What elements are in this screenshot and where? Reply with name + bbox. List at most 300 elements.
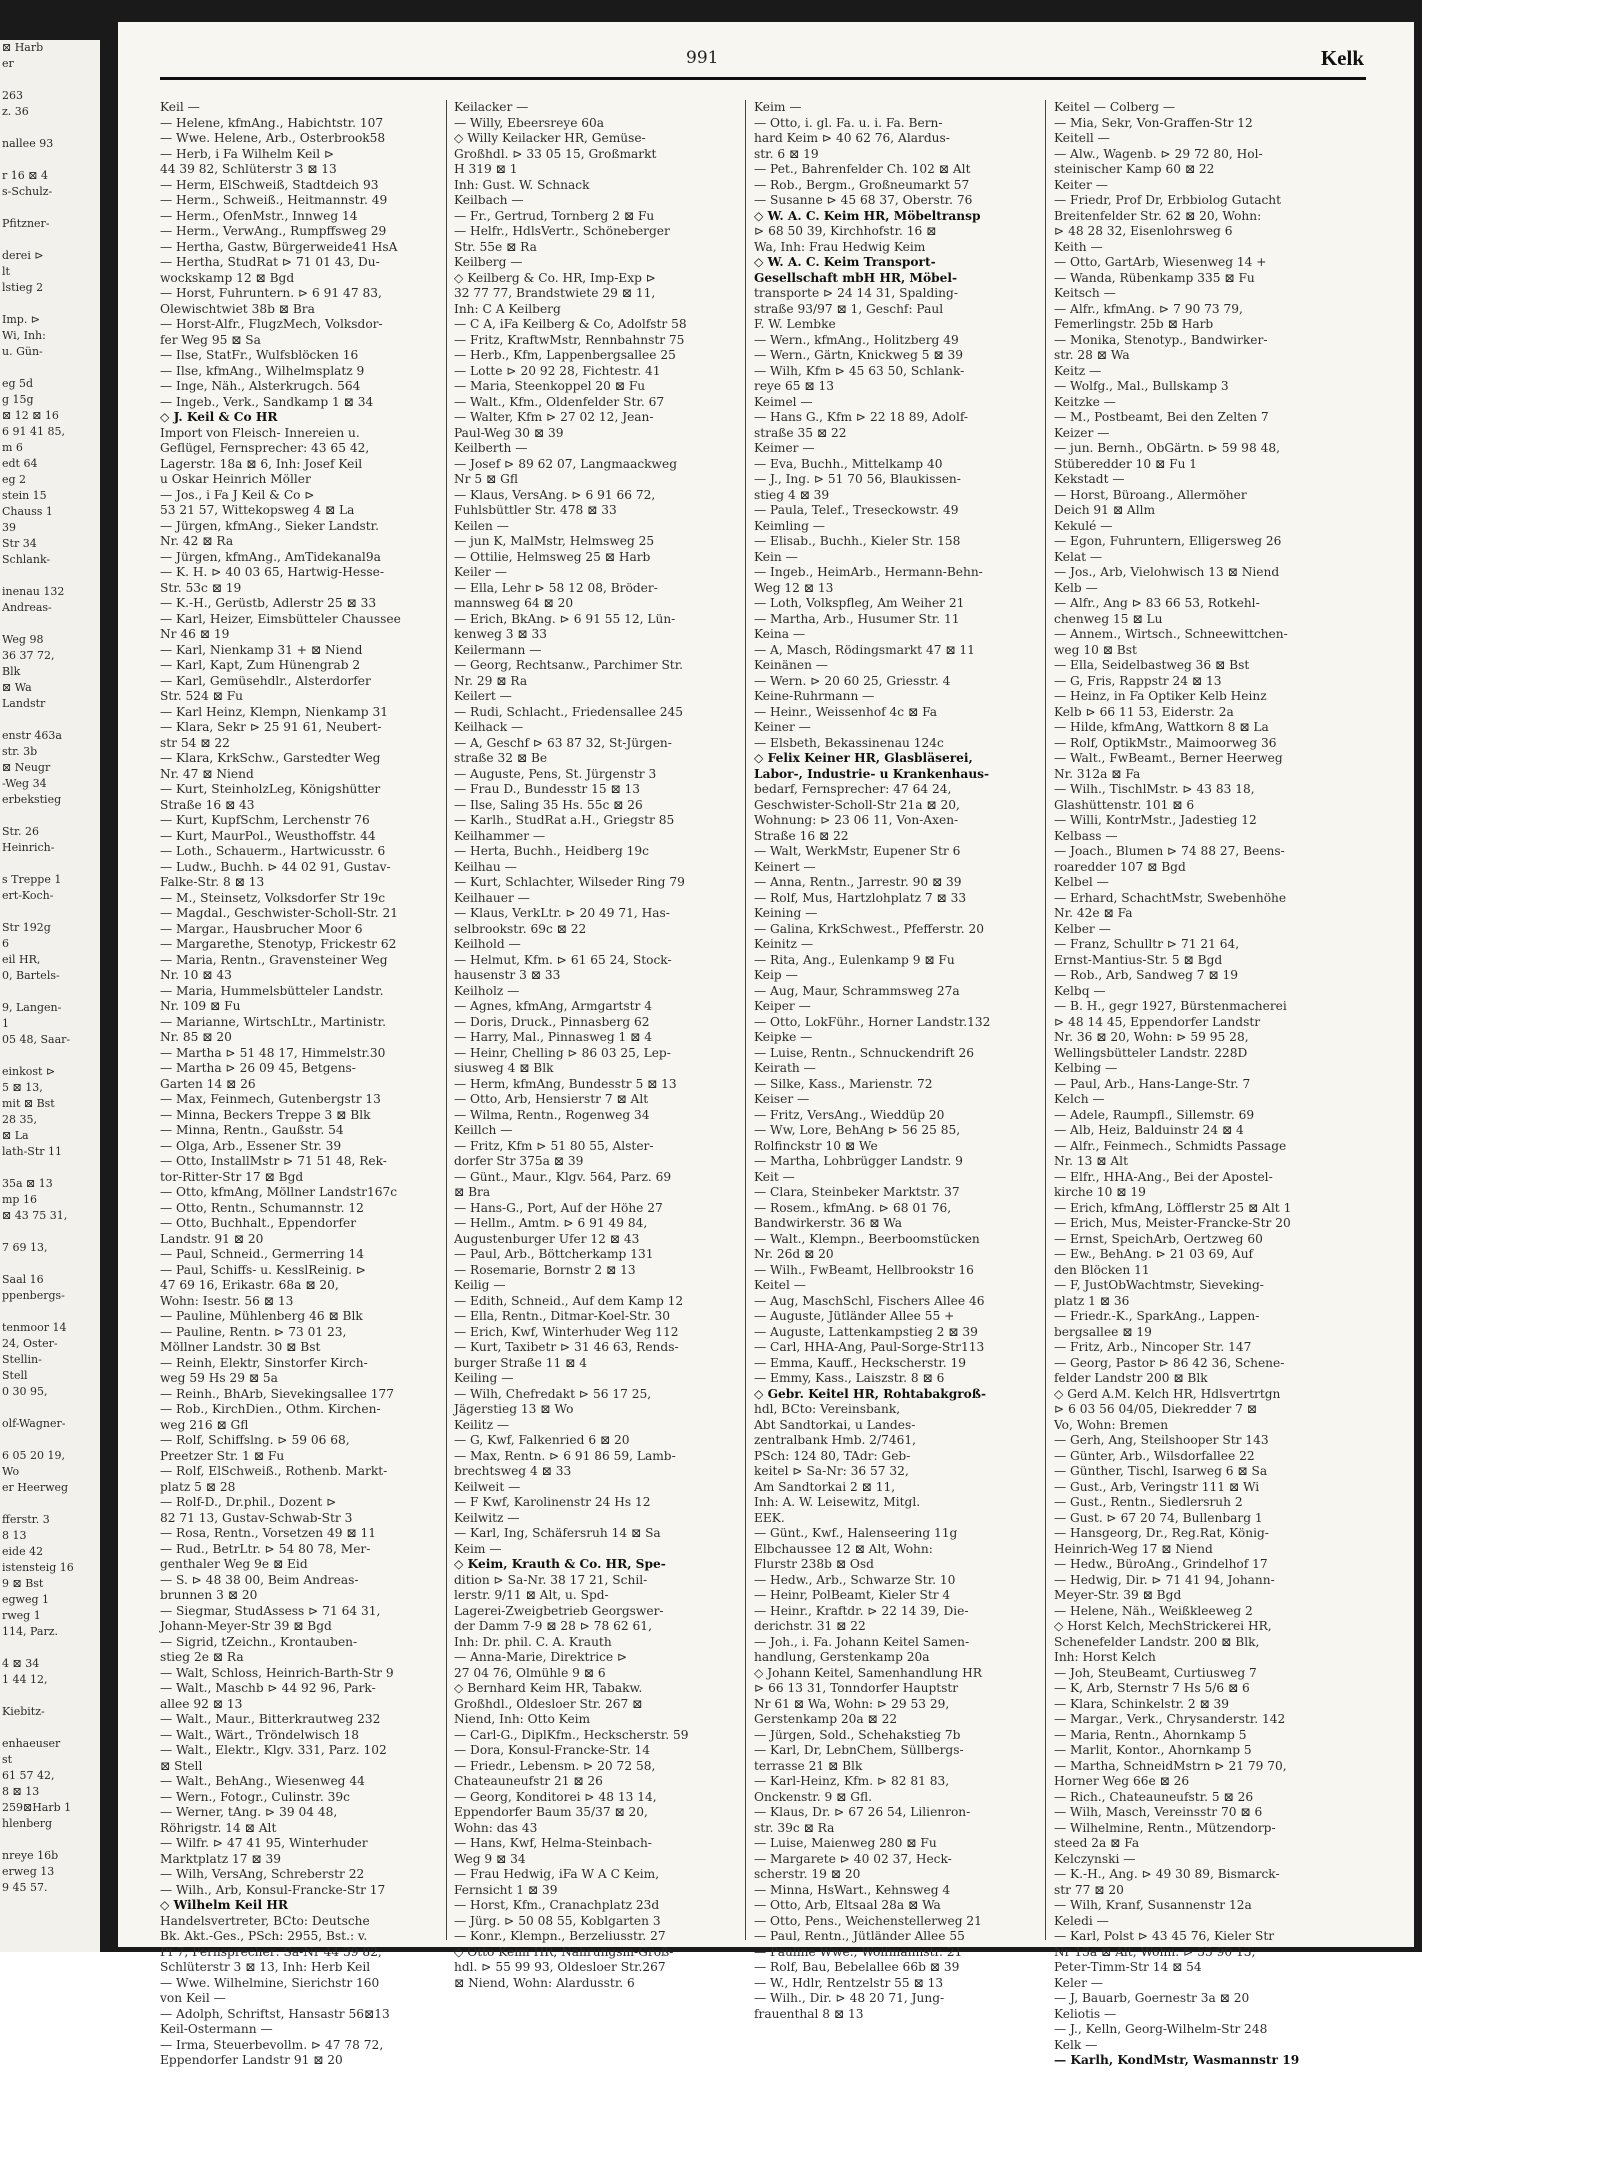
- directory-line: — Erich, Kwf, Winterhuder Weg 112: [454, 1324, 679, 1339]
- directory-line: — Karlh, KondMstr, Wasmannstr 19: [1054, 2053, 1300, 2067]
- directory-line: Stüberedder 10 ⊠ Fu 1: [1054, 456, 1198, 471]
- directory-line: Kelb —: [1054, 580, 1098, 595]
- directory-line: Deich 91 ⊠ Allm: [1054, 503, 1156, 517]
- directory-line: — Klara, Schinkelstr. 2 ⊠ 39: [1054, 1696, 1230, 1711]
- previous-page-fragment: nallee 93: [2, 137, 54, 150]
- directory-line: — J., Ing. ⊳ 51 70 56, Blaukissen-: [754, 472, 961, 486]
- directory-line: Meyer-Str. 39 ⊠ Bgd: [1054, 1588, 1182, 1602]
- directory-line: — Hans-G., Port, Auf der Höhe 27: [454, 1200, 663, 1215]
- directory-line: Kelch —: [1054, 1092, 1105, 1106]
- directory-line: Keinänen —: [754, 658, 828, 672]
- directory-line: Nr. 42e ⊠ Fa: [1054, 906, 1133, 920]
- directory-line: Keim —: [754, 100, 802, 114]
- directory-line: — Hertha, Gastw, Bürgerweide41 HsA: [160, 239, 398, 254]
- directory-line: — Wanda, Rübenkamp 335 ⊠ Fu: [1054, 270, 1255, 285]
- directory-line: scherstr. 19 ⊠ 20: [754, 1867, 861, 1881]
- directory-line: Garten 14 ⊠ 26: [160, 1076, 256, 1091]
- directory-line: — Gerh, Ang, Steilshooper Str 143: [1054, 1433, 1269, 1447]
- previous-page-fragment: Str 34: [2, 537, 37, 550]
- directory-line: — Auguste, Pens, St. Jürgenstr 3: [454, 766, 657, 781]
- directory-line: — Otto, Buchhalt., Eppendorfer: [160, 1216, 357, 1230]
- directory-line: u Oskar Heinrich Möller: [160, 472, 311, 486]
- directory-line: wockskamp 12 ⊠ Bgd: [160, 270, 295, 285]
- directory-line: — A, Geschf ⊳ 63 87 32, St-Jürgen-: [454, 735, 672, 750]
- directory-line: — Walt., Maschb ⊳ 44 92 96, Park-: [160, 1681, 376, 1695]
- directory-line: Kekstadt —: [1054, 472, 1125, 486]
- directory-line: — Rolf, OptikMstr., Maimoorweg 36: [1054, 735, 1277, 750]
- previous-page-fragment: [0, 296, 100, 312]
- directory-line: — Georg, Rechtsanw., Parchimer Str.: [454, 658, 684, 672]
- running-head: Kelk: [1320, 46, 1364, 70]
- previous-page-fragment: lath-Str 11: [2, 1145, 63, 1158]
- directory-line: — Otto, i. gl. Fa. u. i. Fa. Bern-: [754, 115, 943, 130]
- directory-line: — M., Steinsetz, Volksdorfer Str 19c: [160, 890, 386, 905]
- previous-page-fragment: Blk: [2, 665, 21, 678]
- directory-line: straße 35 ⊠ 22: [754, 425, 847, 440]
- directory-line: Bandwirkerstr. 36 ⊠ Wa: [754, 1216, 903, 1230]
- directory-line: — Ingeb., HeimArb., Hermann-Behn-: [754, 565, 983, 579]
- directory-line: — Herm., Schweiß., Heitmannstr. 49: [160, 193, 388, 207]
- previous-page-fragment: [0, 1432, 100, 1448]
- directory-line: — Rolf, Schiffslng. ⊳ 59 06 68,: [160, 1433, 350, 1447]
- directory-line: — Walt, Schloss, Heinrich-Barth-Str 9: [160, 1665, 394, 1680]
- previous-page-fragment: [0, 1720, 100, 1736]
- directory-line: Peter-Timm-Str 14 ⊠ 54: [1054, 1960, 1202, 1974]
- header-rule: [160, 77, 1366, 80]
- directory-line: — Clara, Steinbeker Marktstr. 37: [754, 1185, 960, 1199]
- directory-line: — Ella, Rentn., Ditmar-Koel-Str. 30: [454, 1309, 671, 1323]
- column-divider: [745, 100, 746, 1940]
- previous-page-fragment: s Treppe 1: [2, 873, 62, 886]
- directory-line: — Frau D., Bundesstr 15 ⊠ 13: [454, 782, 641, 796]
- directory-line: Nr. 36 ⊠ 20, Wohn: ⊳ 59 95 28,: [1054, 1030, 1249, 1044]
- directory-line: weg 10 ⊠ Bst: [1054, 642, 1137, 657]
- directory-line: — Walt., Klempn., Beerboomstücken: [754, 1231, 980, 1246]
- directory-line: brunnen 3 ⊠ 20: [160, 1588, 258, 1602]
- directory-line: — K, Arb, Sternstr 7 Hs 5/6 ⊠ 6: [1054, 1681, 1250, 1695]
- previous-page-fragment: 28 35,: [2, 1113, 37, 1126]
- previous-page-fragment: [0, 1496, 100, 1512]
- previous-page-fragment: r 16 ⊠ 4: [2, 169, 48, 182]
- previous-page-fragment: s-Schulz-: [2, 185, 53, 198]
- directory-line: Elbchaussee 12 ⊠ Alt, Wohn:: [754, 1541, 933, 1556]
- directory-line: — Paul, Schneid., Germerring 14: [160, 1247, 365, 1261]
- directory-line: Keillch —: [454, 1123, 513, 1137]
- directory-line: Schlüterstr 3 ⊠ 13, Inh: Herb Keil: [160, 1960, 371, 1974]
- directory-line: — A, Masch, Rödingsmarkt 47 ⊠ 11: [754, 642, 975, 657]
- directory-line: — J, Bauarb, Goernestr 3a ⊠ 20: [1054, 1991, 1250, 2005]
- directory-line: mannsweg 64 ⊠ 20: [454, 596, 574, 610]
- directory-line: fer Weg 95 ⊠ Sa: [160, 332, 261, 347]
- directory-line: Abt Sandtorkai, u Landes-: [754, 1417, 916, 1432]
- directory-line: — Alw., Wagenb. ⊳ 29 72 80, Hol-: [1054, 146, 1263, 161]
- directory-line: — Rolf-D., Dr.phil., Dozent ⊳: [160, 1495, 337, 1509]
- directory-line: Inh: Dr. phil. C. A. Krauth: [454, 1634, 612, 1649]
- directory-line: Großhdl., Oldesloer Str. 267 ⊠: [454, 1696, 643, 1711]
- directory-line: — Kurt, SteinholzLeg, Königshütter: [160, 782, 381, 796]
- directory-line: — M., Postbeamt, Bei den Zelten 7: [1054, 410, 1269, 424]
- directory-line: — Edith, Schneid., Auf dem Kamp 12: [454, 1293, 684, 1308]
- directory-line: Keilholz —: [454, 983, 520, 998]
- directory-line: chenweg 15 ⊠ Lu: [1054, 611, 1163, 626]
- directory-line: transporte ⊳ 24 14 31, Spalding-: [754, 286, 958, 300]
- directory-line: Keirath —: [754, 1061, 816, 1075]
- directory-line: — Luise, Rentn., Schnuckendrift 26: [754, 1045, 975, 1060]
- directory-line: — K.-H., Ang. ⊳ 49 30 89, Bismarck-: [1054, 1867, 1280, 1881]
- column-4: [1054, 100, 1331, 2067]
- directory-line: 47 69 16, Erikastr. 68a ⊠ 20,: [160, 1278, 339, 1292]
- column-divider: [446, 100, 447, 1940]
- previous-page-fragment: Landstr: [2, 697, 46, 710]
- directory-line: — Fritz, Arb., Nincoper Str. 147: [1054, 1340, 1252, 1354]
- directory-line: Gerstenkamp 20a ⊠ 22: [754, 1712, 898, 1726]
- directory-line: — Herm., OfenMstr., Innweg 14: [160, 208, 358, 223]
- previous-page-fragment: fferstr. 3: [2, 1513, 50, 1526]
- previous-page-fragment: Heinrich-: [2, 841, 55, 854]
- directory-line: — Otto, Arb, Hensierstr 7 ⊠ Alt: [454, 1092, 649, 1106]
- directory-line: — Kurt, KupfSchm, Lerchenstr 76: [160, 813, 370, 827]
- directory-line: Möllner Landstr. 30 ⊠ Bst: [160, 1340, 321, 1354]
- directory-line: — Olga, Arb., Essener Str. 39: [160, 1138, 342, 1153]
- directory-line: Nr. 26d ⊠ 20: [754, 1247, 834, 1261]
- directory-line: Keilhack —: [454, 720, 524, 734]
- previous-page-fragment: erbekstieg: [2, 793, 62, 806]
- directory-line: Keimling —: [754, 518, 825, 533]
- directory-line: ◇ J. Keil & Co HR: [160, 410, 278, 424]
- directory-line: — Gust. ⊳ 67 20 74, Bullenbarg 1: [1054, 1510, 1263, 1525]
- previous-page-fragment: 7 69 13,: [2, 1241, 48, 1254]
- directory-line: Keilermann —: [454, 642, 542, 657]
- directory-line: — Auguste, Jütländer Allee 55 +: [754, 1309, 955, 1323]
- column-2: [454, 100, 731, 1990]
- directory-line: — Ella, Seidelbastweg 36 ⊠ Bst: [1054, 658, 1250, 672]
- directory-line: Keilhauer —: [454, 890, 530, 905]
- previous-page-fragment: hlenberg: [2, 1817, 53, 1830]
- directory-line: — Ilse, kfmAng., Wilhelmsplatz 9: [160, 363, 365, 378]
- directory-line: Landstr. 91 ⊠ 20: [160, 1231, 264, 1246]
- directory-line: — Herm, kfmAng, Bundesstr 5 ⊠ 13: [454, 1076, 677, 1091]
- directory-line: — Klara, Sekr ⊳ 25 91 61, Neubert-: [160, 720, 382, 734]
- previous-page-fragment: er: [2, 57, 14, 70]
- previous-page-fragment: m 6: [2, 441, 23, 454]
- directory-line: Niend, Inh: Otto Keim: [454, 1712, 591, 1726]
- directory-line: Keitel —: [754, 1278, 806, 1292]
- previous-page-fragment: -Weg 34: [2, 777, 47, 790]
- directory-line: Nr. 29 ⊠ Ra: [454, 673, 528, 688]
- directory-line: — Josef ⊳ 89 62 07, Langmaackweg: [454, 456, 677, 471]
- previous-page-fragment: 05 48, Saar-: [2, 1033, 71, 1046]
- directory-line: — Walt., Kfm., Oldenfelder Str. 67: [454, 394, 665, 409]
- directory-line: stieg 2e ⊠ Ra: [160, 1650, 244, 1664]
- directory-line: Nr. 109 ⊠ Fu: [160, 999, 241, 1013]
- directory-line: — Gust., Arb, Veringstr 111 ⊠ Wi: [1054, 1479, 1260, 1494]
- directory-line: — Rosa, Rentn., Vorsetzen 49 ⊠ 11: [160, 1526, 376, 1540]
- directory-line: — Rosem., kfmAng. ⊳ 68 01 76,: [754, 1200, 952, 1215]
- directory-line: — Fritz, KraftwMstr, Rennbahnstr 75: [454, 332, 685, 347]
- directory-line: — Karl, Dr, LebnChem, Süllbergs-: [754, 1743, 964, 1757]
- directory-line: Vo, Wohn: Bremen: [1054, 1417, 1169, 1432]
- previous-page-fragment: eil HR,: [2, 953, 41, 966]
- directory-line: — F Kwf, Karolinenstr 24 Hs 12: [454, 1495, 651, 1509]
- directory-line: — Maria, Hummelsbütteler Landstr.: [160, 983, 384, 998]
- directory-line: — Sigrid, tZeichn., Krontauben-: [160, 1634, 358, 1649]
- directory-line: — Martha, Lohbrügger Landstr. 9: [754, 1154, 963, 1168]
- directory-line: Nr 5 ⊠ Gfl: [454, 472, 518, 486]
- directory-line: Kelbq —: [1054, 983, 1106, 998]
- directory-line: — Pauline, Rentn. ⊳ 73 01 23,: [160, 1324, 347, 1339]
- directory-line: Nr 61 ⊠ Wa, Wohn: ⊳ 29 53 29,: [754, 1696, 950, 1711]
- directory-line: — Wilh, VersAng, Schreberstr 22: [160, 1867, 365, 1881]
- directory-line: — Eva, Buchh., Mittelkamp 40: [754, 456, 943, 471]
- directory-line: Horner Weg 66e ⊠ 26: [1054, 1774, 1190, 1788]
- directory-line: — Klaus, Dr. ⊳ 67 26 54, Lilienron-: [754, 1805, 971, 1819]
- directory-line: — Rolf, ElSchweiß., Rothenb. Markt-: [160, 1464, 388, 1478]
- directory-line: — Marlit, Kontor., Ahornkamp 5: [1054, 1743, 1252, 1757]
- directory-line: — G, Kwf, Falkenried 6 ⊠ 20: [454, 1433, 630, 1447]
- directory-line: — Wilh., Dir. ⊳ 48 20 71, Jung-: [754, 1991, 945, 2005]
- directory-line: — Fritz, Kfm ⊳ 51 80 55, Alster-: [454, 1138, 654, 1153]
- directory-line: — Walter, Kfm ⊳ 27 02 12, Jean-: [454, 410, 654, 424]
- directory-line: — Helfr., HdlsVertr., Schöneberger: [454, 224, 670, 238]
- directory-line: — Herta, Buchh., Heidberg 19c: [454, 844, 649, 858]
- previous-page-fragment: 263: [2, 89, 23, 102]
- directory-line: platz 5 ⊠ 28: [160, 1479, 236, 1494]
- previous-page-fragment: [0, 712, 100, 728]
- directory-line: — Martha, SchneidMstrn ⊳ 21 79 70,: [1054, 1758, 1287, 1773]
- directory-line: — Minna, Beckers Treppe 3 ⊠ Blk: [160, 1107, 371, 1122]
- directory-line: — Walt., Elektr., Klgv. 331, Parz. 102: [160, 1743, 387, 1757]
- directory-line: — Emma, Kauff., Heckscherstr. 19: [754, 1355, 967, 1370]
- directory-line: Str. 524 ⊠ Fu: [160, 689, 244, 703]
- directory-line: — Ingeb., Verk., Sandkamp 1 ⊠ 34: [160, 394, 374, 409]
- directory-line: ◇ Felix Keiner HR, Glasbläserei,: [754, 751, 973, 765]
- directory-line: PSch: 124 80, TAdr: Geb-: [754, 1448, 911, 1463]
- directory-line: von Keil —: [160, 1991, 226, 2005]
- previous-page-fragment: 9 45 57.: [2, 1881, 48, 1894]
- directory-line: Pf 7, Fernsprecher: Sa-Nr 44 39 82,: [160, 1944, 382, 1959]
- previous-page-fragment: ⊠ La: [2, 1129, 29, 1142]
- directory-line: — Paul, Schiffs- u. KesslReinig. ⊳: [160, 1262, 367, 1277]
- previous-page-fragment: [0, 808, 100, 824]
- directory-line: — Aug, MaschSchl, Fischers Allee 46: [754, 1293, 985, 1308]
- previous-page-fragment: 259⊠Harb 1: [2, 1801, 72, 1814]
- directory-line: — Alfr., Feinmech., Schmidts Passage: [1054, 1138, 1287, 1153]
- previous-page-fragment: Pfitzner-: [2, 217, 50, 230]
- directory-line: — Rudi, Schlacht., Friedensallee 245: [454, 704, 684, 719]
- directory-line: Falke-Str. 8 ⊠ 13: [160, 875, 265, 889]
- directory-line: Keilwitz —: [454, 1510, 520, 1525]
- directory-line: zentralbank Hmb. 2/7461,: [754, 1433, 917, 1447]
- directory-line: — Karl, Heizer, Eimsbütteler Chaussee: [160, 611, 401, 626]
- previous-page-fragment: edt 64: [2, 457, 38, 470]
- directory-line: — Helene, Näh., Weißkleeweg 2: [1054, 1603, 1253, 1618]
- directory-line: Keilig —: [454, 1278, 506, 1292]
- previous-page-fragment: 36 37 72,: [2, 649, 55, 662]
- directory-line: — Galina, KrkSchwest., Pfefferstr. 20: [754, 921, 984, 936]
- directory-line: Flurstr 238b ⊠ Osd: [754, 1557, 874, 1571]
- directory-line: — Elsbeth, Bekassinenau 124c: [754, 735, 944, 750]
- directory-line: — Rolf, Bau, Bebelallee 66b ⊠ 39: [754, 1960, 960, 1974]
- directory-line: — Hans, Kwf, Helma-Steinbach-: [454, 1836, 652, 1850]
- directory-line: Preetzer Str. 1 ⊠ Fu: [160, 1448, 285, 1463]
- directory-line: — Wilh, Kranf, Susannenstr 12a: [1054, 1898, 1252, 1912]
- directory-line: — Joh., i. Fa. Johann Keitel Samen-: [754, 1634, 970, 1649]
- directory-line: — Wilh., FwBeamt, Hellbrookstr 16: [754, 1262, 974, 1277]
- directory-line: ◇ Gerd A.M. Kelch HR, Hdlsvertrtgn: [1054, 1386, 1281, 1401]
- previous-page-fragment: [0, 616, 100, 632]
- directory-line: — Wern. ⊳ 20 60 25, Griesstr. 4: [754, 673, 951, 688]
- directory-line: Femerlingstr. 25b ⊠ Harb: [1054, 317, 1214, 331]
- directory-line: Weg 12 ⊠ 13: [754, 580, 834, 595]
- directory-line: — Margar., Verk., Chrysanderstr. 142: [1054, 1712, 1286, 1726]
- previous-page-fragment: enstr 463a: [2, 729, 62, 742]
- directory-line: — Otto, Rentn., Schumannstr. 12: [160, 1200, 364, 1215]
- directory-line: Kelbass —: [1054, 828, 1118, 843]
- directory-line: Keinert —: [754, 859, 816, 874]
- directory-line: — Wilh, Kfm ⊳ 45 63 50, Schlank-: [754, 363, 965, 378]
- directory-line: hausenstr 3 ⊠ 33: [454, 968, 561, 982]
- directory-line: — Rud., BetrLtr. ⊳ 54 80 78, Mer-: [160, 1541, 371, 1556]
- directory-line: Keilweit —: [454, 1479, 521, 1494]
- directory-line: — Gust., Rentn., Siedlersruh 2: [1054, 1495, 1243, 1509]
- directory-line: Keilert —: [454, 689, 512, 703]
- previous-page-fragment: [0, 360, 100, 376]
- directory-line: Schenefelder Landstr. 200 ⊠ Blk,: [1054, 1634, 1260, 1649]
- directory-line: Nr. 13 ⊠ Alt: [1054, 1154, 1128, 1168]
- directory-line: — Erich, Mus, Meister-Francke-Str 20: [1054, 1216, 1291, 1230]
- directory-line: ◇ W. A. C. Keim Transport-: [754, 255, 936, 269]
- directory-line: ◇ Wilhelm Keil HR: [160, 1898, 288, 1912]
- directory-line: Wa, Inh: Frau Hedwig Keim: [754, 239, 926, 254]
- directory-columns: [160, 100, 1366, 2067]
- previous-page-fragment: Str. 26: [2, 825, 39, 838]
- directory-line: — Fritz, VersAng., Wieddüp 20: [754, 1107, 945, 1122]
- directory-line: — Anna-Marie, Direktrice ⊳: [454, 1650, 628, 1664]
- directory-line: — Rosemarie, Bornstr 2 ⊠ 13: [454, 1262, 636, 1277]
- directory-line: Kekulé —: [1054, 518, 1113, 533]
- directory-line: — Friedr., Lebensm. ⊳ 20 72 58,: [454, 1758, 656, 1773]
- directory-line: Onckenstr. 9 ⊠ Gfl.: [754, 1789, 872, 1804]
- directory-line: brechtsweg 4 ⊠ 33: [454, 1464, 572, 1478]
- directory-line: — Günt., Maur., Klgv. 564, Parz. 69: [454, 1169, 672, 1184]
- directory-line: Str. 53c ⊠ 19: [160, 580, 242, 595]
- directory-line: — Martha, Arb., Husumer Str. 11: [754, 611, 960, 626]
- previous-page-fragment: [0, 568, 100, 584]
- directory-line: — Klaus, VersAng. ⊳ 6 91 66 72,: [454, 487, 656, 502]
- directory-line: Geschwister-Scholl-Str 21a ⊠ 20,: [754, 797, 960, 812]
- directory-line: Rolfinckstr 10 ⊠ We: [754, 1138, 878, 1153]
- directory-line: Keitell —: [1054, 131, 1110, 145]
- directory-line: hard Keim ⊳ 40 62 76, Alardus-: [754, 131, 950, 145]
- directory-line: Keil —: [160, 100, 200, 114]
- directory-line: — Otto, LokFühr., Horner Landstr.132: [754, 1014, 991, 1029]
- column-divider: [1045, 100, 1046, 1940]
- directory-line: Fernsicht 1 ⊠ 39: [454, 1882, 558, 1897]
- directory-line: — Karlh., StudRat a.H., Griegstr 85: [454, 813, 675, 827]
- directory-line: Wellingsbütteler Landstr. 228D: [1054, 1045, 1248, 1060]
- previous-page-fragment: 1: [2, 1017, 9, 1030]
- directory-line: — Anna, Rentn., Jarrestr. 90 ⊠ 39: [754, 875, 962, 889]
- previous-page-fragment: lstieg 2: [2, 281, 44, 294]
- previous-page-fragment: 5 ⊠ 13,: [2, 1081, 43, 1094]
- previous-page-edge: [0, 40, 100, 1952]
- previous-page-fragment: Schlank-: [2, 553, 51, 566]
- directory-line: Nr 13a ⊠ Alt, Wohn: ⊳ 55 90 13,: [1054, 1944, 1256, 1959]
- directory-line: Fuhlsbüttler Str. 478 ⊠ 33: [454, 503, 617, 517]
- directory-line: Keizer —: [1054, 425, 1110, 440]
- directory-line: — Minna, Rentn., Gaußstr. 54: [160, 1123, 344, 1137]
- directory-line: platz 1 ⊠ 36: [1054, 1293, 1130, 1308]
- directory-line: keitel ⊳ Sa-Nr: 36 57 32,: [754, 1464, 909, 1478]
- previous-page-fragment: g 15g: [2, 393, 34, 406]
- directory-line: — Otto, InstallMstr ⊳ 71 51 48, Rek-: [160, 1154, 387, 1168]
- directory-line: — Siegmar, StudAssess ⊳ 71 64 31,: [160, 1603, 381, 1618]
- directory-line: — Ernst, SpeichArb, Oertzweg 60: [1054, 1231, 1263, 1246]
- previous-page-fragment: 6 05 20 19,: [2, 1449, 65, 1462]
- directory-line: Keilitz —: [454, 1417, 510, 1432]
- directory-line: — Marianne, WirtschLtr., Martinistr.: [160, 1014, 387, 1029]
- directory-line: Geflügel, Fernsprecher: 43 65 42,: [160, 441, 370, 455]
- directory-line: — Karl, Nienkamp 31 + ⊠ Niend: [160, 642, 363, 657]
- previous-page-fragment: [0, 1832, 100, 1848]
- directory-line: Kelk —: [1054, 2037, 1098, 2052]
- directory-line: — Egon, Fuhruntern, Elligersweg 26: [1054, 534, 1282, 548]
- directory-line: Str. 55e ⊠ Ra: [454, 239, 537, 254]
- directory-line: — W., Hdlr, Rentzelstr 55 ⊠ 13: [754, 1975, 944, 1990]
- directory-line: — Hilde, kfmAng, Wattkorn 8 ⊠ La: [1054, 720, 1269, 734]
- directory-line: — Heinr., Weissenhof 4c ⊠ Fa: [754, 704, 937, 719]
- directory-line: — Friedr, Prof Dr, Erbbiolog Gutacht: [1054, 193, 1282, 207]
- directory-line: — Walt., BehAng., Wiesenweg 44: [160, 1774, 365, 1788]
- directory-line: — Dora, Konsul-Francke-Str. 14: [454, 1743, 651, 1757]
- directory-line: Chateauneufstr 21 ⊠ 26: [454, 1774, 603, 1788]
- directory-line: Keinitz —: [754, 937, 814, 951]
- directory-line: — Herb, i Fa Wilhelm Keil ⊳: [160, 146, 335, 161]
- directory-line: — Agnes, kfmAng, Armgartstr 4: [454, 999, 652, 1013]
- directory-line: Am Sandtorkai 2 ⊠ 11,: [754, 1479, 896, 1494]
- directory-line: handlung, Gerstenkamp 20a: [754, 1650, 930, 1664]
- previous-page-fragment: [0, 1304, 100, 1320]
- directory-line: — Herm., VerwAng., Rumpffsweg 29: [160, 224, 387, 238]
- previous-page-fragment: Stellin-: [2, 1353, 42, 1366]
- directory-line: Keliotis —: [1054, 2006, 1117, 2021]
- directory-line: — Fr., Gertrud, Tornberg 2 ⊠ Fu: [454, 208, 655, 223]
- directory-line: kirche 10 ⊠ 19: [1054, 1185, 1146, 1199]
- directory-line: — Doris, Druck., Pinnasberg 62: [454, 1014, 650, 1029]
- directory-line: bedarf, Fernsprecher: 47 64 24,: [754, 782, 952, 796]
- directory-line: — Werner, tAng. ⊳ 39 04 48,: [160, 1805, 338, 1819]
- previous-page-fragment: nreye 16b: [2, 1849, 59, 1862]
- directory-line: — Ww, Lore, BehAng ⊳ 56 25 85,: [754, 1123, 961, 1137]
- directory-line: Keilhold —: [454, 937, 521, 951]
- directory-line: Olewischtwiet 38b ⊠ Bra: [160, 301, 315, 316]
- directory-line: — Jürgen, kfmAng., Sieker Landstr.: [160, 518, 380, 533]
- previous-page-fragment: mit ⊠ Bst: [2, 1097, 55, 1110]
- previous-page-fragment: [0, 984, 100, 1000]
- directory-line: EEK.: [754, 1510, 785, 1525]
- previous-page-fragment: Wo: [2, 1465, 20, 1478]
- directory-line: — Georg, Konditorei ⊳ 48 13 14,: [454, 1789, 657, 1804]
- directory-line: — Rich., Chateauneufstr. 5 ⊠ 26: [1054, 1789, 1254, 1804]
- previous-page-fragment: 61 57 42,: [2, 1769, 55, 1782]
- directory-line: Kein —: [754, 549, 798, 564]
- directory-line: — Horst, Büroang., Allermöher: [1054, 487, 1247, 502]
- directory-line: Straße 16 ⊠ 22: [754, 828, 849, 843]
- directory-line: der Damm 7-9 ⊠ 28 ⊳ 78 62 61,: [454, 1619, 652, 1633]
- previous-page-fragment: 1 44 12,: [2, 1673, 48, 1686]
- directory-line: — Max, Rentn. ⊳ 6 91 86 59, Lamb-: [454, 1448, 676, 1463]
- directory-line: ◇ Willy Keilacker HR, Gemüse-: [454, 131, 646, 145]
